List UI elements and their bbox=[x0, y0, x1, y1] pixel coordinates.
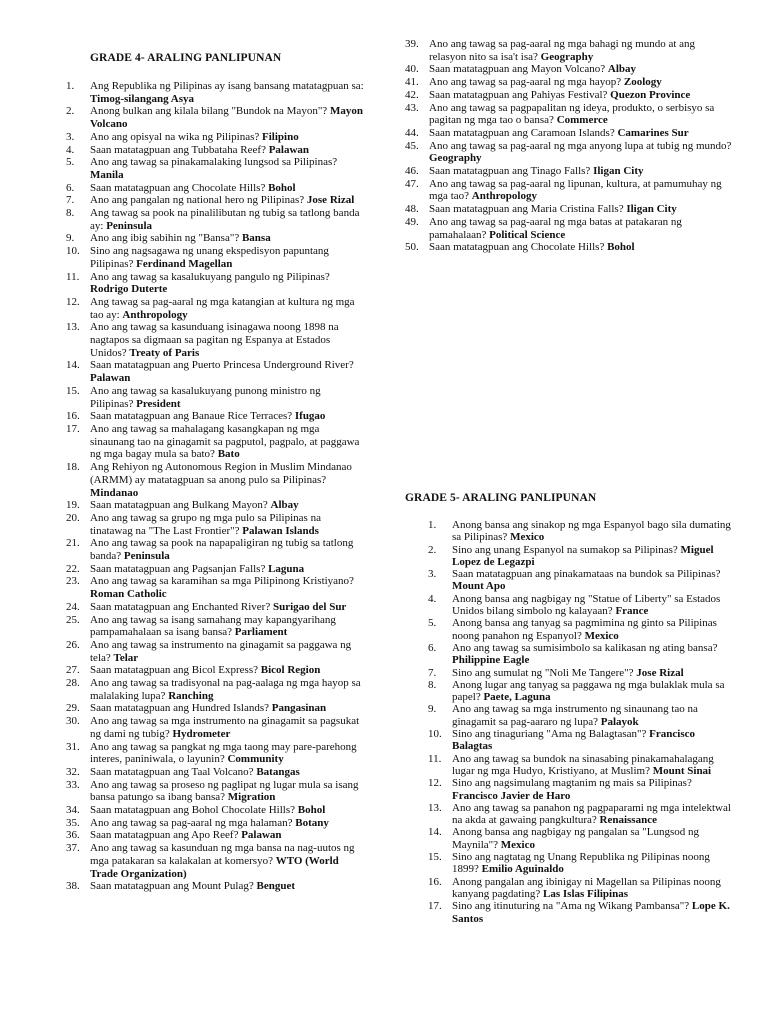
question-number: 4. bbox=[66, 143, 75, 156]
question-item bbox=[405, 593, 735, 618]
answer-text: Palawan bbox=[241, 829, 282, 842]
question-text: Ano ang tawag sa pag-aaral ng mga anyong lupa at tubig ng mundo? bbox=[429, 139, 732, 152]
question-number: 1. bbox=[428, 519, 437, 531]
question-item bbox=[405, 777, 735, 802]
answer-text: Miguel Lopez de Legazpi bbox=[452, 543, 714, 568]
answer-text: Bohol bbox=[297, 804, 326, 817]
question-item bbox=[66, 232, 366, 245]
question-item bbox=[66, 207, 366, 232]
question-number: 13. bbox=[428, 801, 442, 814]
answer-text: Surigao del Sur bbox=[272, 600, 347, 613]
answer-text: Community bbox=[227, 753, 284, 766]
question-item bbox=[405, 63, 735, 76]
question-number: 45. bbox=[405, 139, 419, 152]
answer-text: Ranching bbox=[168, 689, 214, 702]
question-item bbox=[405, 753, 735, 778]
question-item bbox=[405, 178, 735, 203]
question-text: Sino ang nagtatag ng Unang Republika ng Pilipinas noong 1899? bbox=[452, 851, 710, 876]
question-item bbox=[405, 127, 735, 140]
question-number: 36. bbox=[66, 829, 80, 842]
question-number: 9. bbox=[66, 232, 75, 245]
answer-text: Rodrigo Duterte bbox=[90, 283, 168, 296]
question-number: 13. bbox=[66, 321, 80, 334]
answer-text: Parliament bbox=[234, 626, 288, 639]
question-number: 8. bbox=[66, 207, 75, 220]
question-item bbox=[405, 76, 735, 89]
question-text: Saan matatagpuan ang Banaue Rice Terraces? bbox=[90, 410, 293, 423]
question-number: 31. bbox=[66, 740, 80, 753]
question-text: Ano ang tawag sa kasunduang isinagawa noong 1898 na nagtapos sa digmaan sa pagitan ng Espanya at Estados Unidos? bbox=[90, 321, 339, 359]
question-number: 10. bbox=[428, 728, 442, 741]
question-text: Saan matatagpuan ang pinakamataas na bundok sa Pilipinas? bbox=[452, 568, 721, 581]
question-text: Ano ang pangalan ng national hero ng Pilipinas? bbox=[90, 194, 305, 207]
question-text: Ano ang ibig sabihin ng "Bansa"? bbox=[90, 232, 240, 245]
question-text: Ano ang tawag sa grupo ng mga pulo sa Pilipinas na tinatawag na "The Last Frontier"? bbox=[90, 511, 321, 537]
answer-text: Renaissance bbox=[599, 814, 657, 827]
question-text: Saan matatagpuan ang Chocolate Hills? bbox=[429, 241, 605, 254]
answer-text: Peninsula bbox=[106, 219, 153, 232]
question-item bbox=[405, 802, 735, 827]
question-item bbox=[66, 804, 366, 817]
question-number: 14. bbox=[66, 359, 80, 372]
answer-text: Telar bbox=[113, 651, 139, 664]
question-number: 48. bbox=[405, 203, 419, 216]
question-text: Ano ang tawag sa mga instrumento na ginagamit sa pagsukat ng dami ng tubig? bbox=[90, 715, 360, 740]
question-text: Ano ang tawag sa pag-aaral ng mga hayop? bbox=[429, 76, 622, 89]
question-text: Saan matatagpuan ang Pagsanjan Falls? bbox=[90, 562, 266, 575]
answer-text: Ifugao bbox=[294, 410, 326, 423]
answer-text: Bohol bbox=[268, 181, 296, 194]
question-text: Saan matatagpuan ang Enchanted River? bbox=[90, 600, 271, 613]
question-number: 47. bbox=[405, 177, 419, 190]
question-number: 15. bbox=[66, 384, 80, 397]
question-text: Sino ang sumulat ng "Noli Me Tangere"? bbox=[452, 666, 634, 679]
question-text: Anong lugar ang tanyag sa paggawa ng mga bulaklak mula sa papel? bbox=[452, 678, 725, 704]
question-number: 28. bbox=[66, 677, 80, 690]
question-number: 6. bbox=[428, 641, 437, 654]
question-text: Ano ang tawag sa pagpapalitan ng ideya, produkto, o serbisyo sa pagitan ng mga tao o bansa? bbox=[429, 101, 715, 127]
answer-text: Quezon Province bbox=[610, 88, 691, 101]
question-item bbox=[66, 575, 366, 600]
question-text: Saan matatagpuan ang Mount Pulag? bbox=[90, 880, 254, 893]
question-number: 9. bbox=[428, 703, 437, 716]
question-text: Saan matatagpuan ang Tubbataha Reef? bbox=[90, 143, 266, 156]
question-item bbox=[405, 203, 735, 216]
question-item bbox=[66, 131, 366, 144]
question-text: Sino ang nagsimulang magtanim ng mais sa Pilipinas? bbox=[452, 777, 692, 790]
question-text: Anong bulkan ang kilala bilang "Bundok na Mayon"? bbox=[90, 105, 328, 118]
question-text: Ano ang tawag sa pag-aaral ng mga bahagi ng mundo at ang relasyon nito sa isa't isa? bbox=[429, 38, 696, 63]
answer-text: Jose Rizal bbox=[636, 666, 684, 679]
answer-text: Palawan Islands bbox=[242, 524, 319, 537]
question-item bbox=[66, 537, 366, 562]
question-number: 29. bbox=[66, 702, 80, 715]
answer-text: Philippine Eagle bbox=[452, 654, 530, 667]
answer-text: Timog-silangang Asya bbox=[90, 92, 195, 105]
question-number: 22. bbox=[66, 562, 80, 575]
question-number: 15. bbox=[428, 851, 442, 864]
question-item bbox=[66, 423, 366, 461]
question-text: Ano ang tawag sa instrumento na ginagamit sa paggawa ng tela? bbox=[90, 638, 352, 664]
answer-text: WTO (World Trade Organization) bbox=[90, 854, 339, 880]
question-item bbox=[405, 165, 735, 178]
question-text: Ano ang tawag sa karamihan sa mga Pilipinong Kristiyano? bbox=[90, 575, 354, 588]
question-item bbox=[66, 880, 366, 893]
question-number: 6. bbox=[66, 181, 75, 194]
question-text: Ano ang tawag sa bundok na sinasabing pinakamahalagang lugar ng mga Hudyo, Kristiyano, at Muslim? bbox=[452, 752, 714, 777]
question-number: 7. bbox=[428, 666, 437, 679]
question-item bbox=[66, 105, 366, 130]
answer-text: Palawan bbox=[268, 143, 310, 156]
question-item bbox=[66, 639, 366, 664]
answer-text: Laguna bbox=[268, 562, 305, 575]
question-item bbox=[66, 779, 366, 804]
question-text: Ang Rehiyon ng Autonomous Region in Muslim Mindanao (ARMM) ay matatagpuan sa anong pulo sa Pilipinas? bbox=[90, 461, 352, 486]
answer-text: Albay bbox=[607, 63, 637, 76]
question-number: 11. bbox=[66, 270, 80, 283]
grade4-heading: GRADE 4- ARALING PANLIPUNAN bbox=[90, 52, 282, 64]
question-number: 50. bbox=[405, 241, 419, 254]
answer-text: Mindanao bbox=[90, 486, 139, 499]
question-item bbox=[66, 842, 366, 880]
answer-text: Anthropology bbox=[122, 308, 188, 321]
question-text: Saan matatagpuan ang Taal Volcano? bbox=[90, 765, 254, 778]
question-text: Ano ang opisyal na wika ng Pilipinas? bbox=[90, 130, 260, 143]
question-text: Ano ang tawag sa pangkat ng mga taong may pare-parehong interes, paniniwala, o layunin? bbox=[90, 740, 357, 766]
question-item bbox=[66, 385, 366, 410]
question-number: 49. bbox=[405, 215, 419, 228]
question-text: Saan matatagpuan ang Apo Reef? bbox=[90, 829, 239, 842]
question-item bbox=[405, 216, 735, 241]
question-number: 37. bbox=[66, 842, 80, 855]
question-number: 27. bbox=[66, 664, 80, 677]
answer-text: Camarines Sur bbox=[617, 126, 689, 139]
grade5-column bbox=[405, 492, 735, 925]
question-item bbox=[66, 601, 366, 614]
question-number: 19. bbox=[66, 499, 80, 512]
question-item bbox=[66, 245, 366, 270]
question-number: 14. bbox=[428, 826, 442, 839]
question-number: 25. bbox=[66, 613, 80, 626]
answer-text: Emilio Aguinaldo bbox=[481, 863, 564, 876]
question-number: 20. bbox=[66, 511, 80, 524]
question-number: 16. bbox=[428, 875, 442, 888]
grade5-question-list bbox=[405, 519, 735, 925]
answer-text: Political Science bbox=[489, 228, 566, 241]
answer-text: Treaty of Paris bbox=[129, 346, 200, 359]
answer-text: Anthropology bbox=[471, 190, 537, 203]
question-item bbox=[405, 519, 735, 544]
question-number: 34. bbox=[66, 804, 80, 817]
question-number: 12. bbox=[66, 295, 80, 308]
question-item bbox=[66, 80, 366, 105]
question-item bbox=[66, 461, 366, 499]
question-number: 35. bbox=[66, 816, 80, 829]
question-item bbox=[66, 677, 366, 702]
question-text: Saan matatagpuan ang Tinago Falls? bbox=[429, 165, 591, 178]
question-item bbox=[405, 851, 735, 876]
question-number: 23. bbox=[66, 575, 80, 588]
question-text: Saan matatagpuan ang Hundred Islands? bbox=[90, 702, 269, 715]
grade4-continued-list bbox=[405, 38, 735, 254]
question-text: Saan matatagpuan ang Puerto Princesa Underground River? bbox=[90, 359, 354, 372]
question-item bbox=[405, 89, 735, 102]
question-number: 17. bbox=[428, 900, 442, 913]
question-item bbox=[66, 766, 366, 779]
answer-text: Iligan City bbox=[593, 165, 644, 178]
question-text: Ano ang tawag sa pag-aaral ng mga batas at patakaran ng pamahalaan? bbox=[429, 215, 682, 241]
question-text: Ano ang tawag sa pag-aaral ng lipunan, kultura, at pamumuhay ng mga tao? bbox=[429, 177, 722, 203]
answer-text: Pangasinan bbox=[271, 702, 327, 715]
question-number: 5. bbox=[428, 617, 437, 630]
question-number: 30. bbox=[66, 715, 80, 728]
question-number: 3. bbox=[66, 130, 75, 143]
question-item bbox=[405, 140, 735, 165]
question-item bbox=[405, 703, 735, 728]
answer-text: Migration bbox=[227, 791, 276, 804]
answer-text: Benguet bbox=[256, 880, 295, 893]
answer-text: Geography bbox=[429, 152, 482, 165]
question-number: 4. bbox=[428, 592, 437, 605]
answer-text: Manila bbox=[90, 168, 124, 181]
question-item bbox=[405, 544, 735, 569]
question-text: Sino ang nagsagawa ng unang ekspedisyon papuntang Pilipinas? bbox=[90, 245, 329, 270]
question-item bbox=[405, 826, 735, 851]
question-text: Ano ang tawag sa pinakamalaking lungsod sa Pilipinas? bbox=[90, 156, 338, 169]
question-number: 41. bbox=[405, 76, 419, 89]
question-text: Saan matatagpuan ang Bicol Express? bbox=[90, 664, 259, 677]
answer-text: Mount Sinai bbox=[652, 764, 712, 777]
question-number: 24. bbox=[66, 600, 80, 613]
question-text: Ano ang tawag sa proseso ng paglipat ng lugar mula sa isang bansa patungo sa ibang bansa? bbox=[90, 778, 359, 804]
question-item bbox=[66, 664, 366, 677]
answer-text: Bansa bbox=[241, 232, 271, 245]
answer-text: Commerce bbox=[556, 114, 608, 127]
question-text: Saan matatagpuan ang Maria Cristina Falls? bbox=[429, 203, 624, 216]
answer-text: Ferdinand Magellan bbox=[136, 257, 233, 270]
question-text: Ano ang tawag sa kasalukuyang punong ministro ng Pilipinas? bbox=[90, 384, 321, 410]
question-item bbox=[66, 321, 366, 359]
question-number: 43. bbox=[405, 101, 419, 114]
question-number: 32. bbox=[66, 765, 80, 778]
grade4-column bbox=[66, 52, 366, 893]
question-item bbox=[405, 642, 735, 667]
answer-text: Hydrometer bbox=[172, 727, 231, 740]
question-item bbox=[66, 741, 366, 766]
question-item bbox=[66, 817, 366, 830]
question-number: 5. bbox=[66, 156, 75, 169]
question-number: 3. bbox=[428, 568, 437, 581]
question-item bbox=[66, 829, 366, 842]
question-item bbox=[66, 614, 366, 639]
question-text: Ano ang tawag sa mahalagang kasangkapan ng mga sinaunang tao na ginagamit sa pagputol, pagpalo, at paggawa ng mga bagay mula sa bato? bbox=[90, 422, 360, 461]
question-text: Ano ang tawag sa isang samahang may kapangyarihang pampamahalaan sa isang bansa? bbox=[90, 613, 336, 639]
grade4-continued-column bbox=[405, 38, 735, 254]
answer-text: Mexico bbox=[510, 531, 545, 544]
question-text: Ano ang tawag sa kasunduan ng mga bansa na nag-uutos ng mga patakaran sa kalakalan at komersyo? bbox=[90, 842, 355, 867]
answer-text: Albay bbox=[270, 499, 299, 512]
question-text: Ano ang tawag sa pook na napapaligiran ng tubig sa tatlong banda? bbox=[90, 537, 354, 563]
question-number: 38. bbox=[66, 880, 80, 893]
question-number: 11. bbox=[428, 752, 442, 765]
question-number: 44. bbox=[405, 126, 419, 139]
question-number: 17. bbox=[66, 422, 80, 435]
question-item bbox=[405, 38, 735, 63]
question-text: Anong pangalan ang ibinigay ni Magellan sa Pilipinas noong kanyang pagdating? bbox=[452, 875, 721, 900]
question-text: Sino ang itinuturing na "Ama ng Wikang Pambansa"? bbox=[452, 900, 690, 913]
answer-text: Mount Apo bbox=[452, 580, 506, 593]
answer-text: Peninsula bbox=[123, 550, 170, 563]
answer-text: Geography bbox=[540, 50, 594, 63]
grade5-heading: GRADE 5- ARALING PANLIPUNAN bbox=[405, 492, 597, 504]
question-number: 12. bbox=[428, 777, 442, 790]
question-text: Ano ang tawag sa kasalukuyang pangulo ng Pilipinas? bbox=[90, 270, 330, 283]
question-item bbox=[66, 702, 366, 715]
question-text: Ano ang tawag sa mga instrumento ng sinaunang tao na ginagamit sa pag-aararo ng lupa? bbox=[452, 703, 698, 728]
question-item bbox=[66, 512, 366, 537]
question-text: Ano ang tawag sa pag-aaral ng mga halaman? bbox=[90, 816, 293, 829]
question-text: Anong bansa ang tanyag sa pagmimina ng ginto sa Pilipinas noong panahon ng Espanyol? bbox=[452, 617, 717, 642]
question-text: Sino ang tinaguriang "Ama ng Balagtasan"? bbox=[452, 728, 647, 741]
question-text: Anong bansa ang sinakop ng mga Espanyol bago sila dumating sa Pilipinas? bbox=[452, 519, 731, 544]
answer-text: Mayon Volcano bbox=[90, 105, 363, 131]
question-number: 7. bbox=[66, 194, 75, 207]
question-item bbox=[66, 499, 366, 512]
question-number: 2. bbox=[66, 105, 75, 118]
question-text: Ano ang tawag sa panahon ng pagpaparami ng mga intelektwal na akda at gawaing pangkultura? bbox=[452, 801, 731, 827]
question-number: 39. bbox=[405, 38, 419, 50]
question-item bbox=[405, 568, 735, 593]
question-item bbox=[405, 728, 735, 753]
answer-text: Iligan City bbox=[626, 203, 677, 216]
question-text: Saan matatagpuan ang Bulkang Mayon? bbox=[90, 499, 268, 512]
question-number: 8. bbox=[428, 678, 437, 691]
question-item bbox=[405, 667, 735, 679]
question-text: Saan matatagpuan ang Chocolate Hills? bbox=[90, 181, 266, 194]
answer-text: France bbox=[615, 605, 649, 618]
question-item bbox=[66, 194, 366, 207]
question-number: 33. bbox=[66, 778, 80, 791]
answer-text: Bicol Region bbox=[260, 664, 321, 677]
question-number: 26. bbox=[66, 638, 80, 651]
question-number: 42. bbox=[405, 88, 419, 101]
question-text: Saan matatagpuan ang Caramoan Islands? bbox=[429, 126, 615, 139]
question-number: 21. bbox=[66, 537, 80, 550]
answer-text: Palawan bbox=[90, 372, 131, 385]
answer-text: Francisco Javier de Haro bbox=[452, 789, 571, 802]
question-item bbox=[405, 900, 735, 925]
answer-text: Filipino bbox=[262, 130, 299, 143]
answer-text: Bato bbox=[217, 448, 240, 461]
question-item bbox=[66, 271, 366, 296]
question-text: Saan matatagpuan ang Pahiyas Festival? bbox=[429, 88, 608, 101]
grade4-question-list bbox=[66, 80, 366, 893]
answer-text: Mexico bbox=[500, 838, 535, 851]
question-text: Saan matatagpuan ang Bohol Chocolate Hills? bbox=[90, 804, 295, 817]
question-item bbox=[66, 410, 366, 423]
answer-text: Batangas bbox=[256, 765, 300, 778]
question-item bbox=[405, 241, 735, 254]
answer-text: Jose Rizal bbox=[306, 194, 355, 207]
question-text: Anong bansa ang nagbigay ng pangalan sa "Lungsod ng Maynila"? bbox=[452, 826, 700, 851]
answer-text: Las Islas Filipinas bbox=[543, 887, 629, 900]
answer-text: Paete, Laguna bbox=[483, 691, 551, 704]
question-text: Ang tawag sa pag-aaral ng mga katangian at kultura ng mga tao ay: bbox=[90, 295, 355, 321]
answer-text: Botany bbox=[295, 816, 329, 829]
question-text: Saan matatagpuan ang Mayon Volcano? bbox=[429, 63, 606, 76]
question-number: 18. bbox=[66, 461, 80, 474]
question-item bbox=[66, 715, 366, 740]
question-number: 1. bbox=[66, 80, 75, 92]
answer-text: Zoology bbox=[623, 76, 662, 89]
answer-text: Francisco Balagtas bbox=[452, 728, 695, 753]
question-text: Anong bansa ang nagbigay ng "Statue of Liberty" sa Estados Unidos bilang simbolo ng kalayaan? bbox=[452, 592, 721, 618]
question-number: 46. bbox=[405, 165, 419, 178]
question-number: 40. bbox=[405, 63, 419, 76]
answer-text: President bbox=[136, 397, 181, 410]
question-item bbox=[66, 144, 366, 157]
question-text: Ang tawag sa pook na pinalilibutan ng tubig sa tatlong banda ay: bbox=[90, 207, 360, 232]
question-number: 16. bbox=[66, 410, 80, 423]
answer-text: Roman Catholic bbox=[90, 588, 167, 601]
question-item bbox=[66, 563, 366, 576]
answer-text: Mexico bbox=[584, 629, 619, 642]
answer-text: Palayok bbox=[600, 715, 639, 728]
answer-text: Bohol bbox=[607, 241, 635, 254]
question-number: 2. bbox=[428, 543, 437, 556]
question-item bbox=[66, 156, 366, 181]
question-item bbox=[405, 679, 735, 704]
question-item bbox=[405, 617, 735, 642]
question-item bbox=[405, 876, 735, 901]
question-item bbox=[66, 359, 366, 384]
answer-text: Lope K. Santos bbox=[452, 900, 730, 925]
question-text: Ano ang tawag sa tradisyonal na pag-aalaga ng mga hayop sa malalaking lupa? bbox=[90, 677, 361, 702]
question-text: Ano ang tawag sa sumisimbolo sa kalikasan ng ating bansa? bbox=[452, 641, 718, 654]
question-item bbox=[66, 296, 366, 321]
question-item bbox=[405, 102, 735, 127]
question-text: Ang Republika ng Pilipinas ay isang bansang matatagpuan sa: bbox=[90, 80, 364, 92]
question-number: 10. bbox=[66, 245, 80, 258]
question-item bbox=[66, 182, 366, 195]
question-text: Sino ang unang Espanyol na sumakop sa Pilipinas? bbox=[452, 543, 678, 556]
